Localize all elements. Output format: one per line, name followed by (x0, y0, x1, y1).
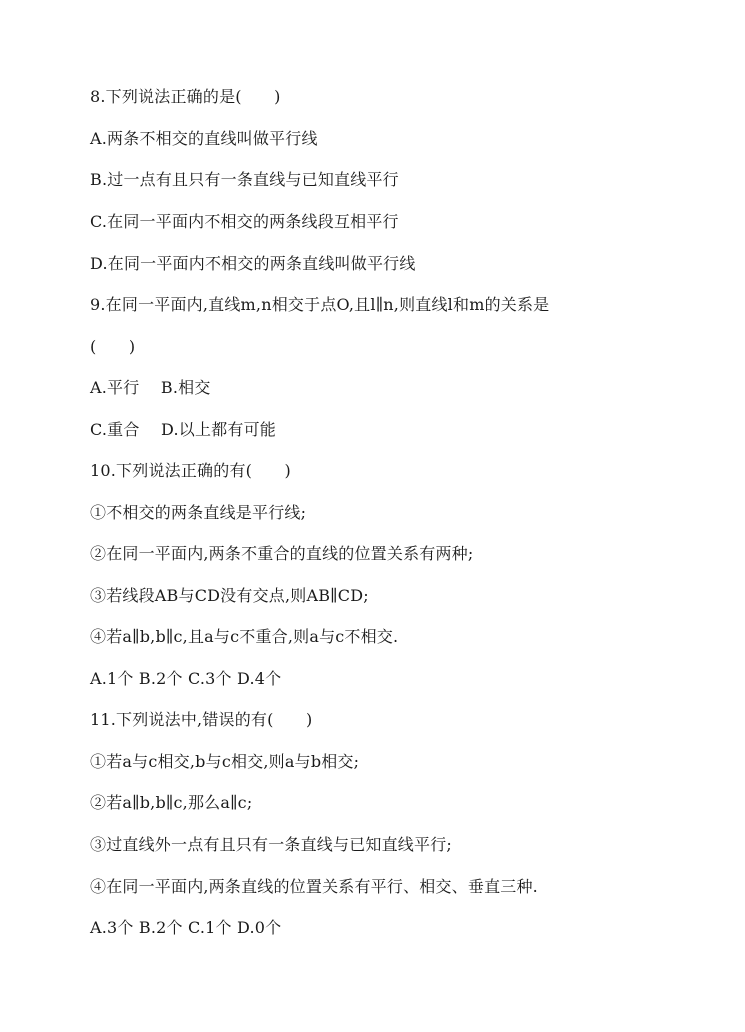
question-11-statement-1: ①若a与c相交,b与c相交,则a与b相交; (90, 752, 360, 771)
question-10-stem: 10.下列说法正确的有( ) (90, 461, 291, 480)
question-9-stem: 9.在同一平面内,直线m,n相交于点O,且l∥n,则直线l和m的关系是 (90, 295, 550, 314)
question-10-options: A.1个 B.2个 C.3个 D.4个 (90, 669, 282, 688)
question-11-statement-2: ②若a∥b,b∥c,那么a∥c; (90, 793, 253, 812)
question-8-option-c: C.在同一平面内不相交的两条线段互相平行 (90, 212, 399, 231)
question-9-options-cd: C.重合 D.以上都有可能 (90, 420, 276, 439)
question-9-blank: ( ) (90, 337, 136, 356)
question-8-option-d: D.在同一平面内不相交的两条直线叫做平行线 (90, 254, 416, 273)
question-10-statement-4: ④若a∥b,b∥c,且a与c不重合,则a与c不相交. (90, 627, 399, 646)
question-10-statement-1: ①不相交的两条直线是平行线; (90, 503, 307, 522)
question-8-option-a: A.两条不相交的直线叫做平行线 (90, 129, 318, 148)
question-11-statement-4: ④在同一平面内,两条直线的位置关系有平行、相交、垂直三种. (90, 877, 538, 896)
question-8-stem: 8.下列说法正确的是( ) (90, 87, 281, 106)
question-8-option-b: B.过一点有且只有一条直线与已知直线平行 (90, 170, 399, 189)
question-10-statement-3: ③若线段AB与CD没有交点,则AB∥CD; (90, 586, 369, 605)
question-10-statement-2: ②在同一平面内,两条不重合的直线的位置关系有两种; (90, 544, 474, 563)
question-11-stem: 11.下列说法中,错误的有( ) (90, 710, 313, 729)
question-9-options-ab: A.平行 B.相交 (90, 378, 211, 397)
question-11-statement-3: ③过直线外一点有且只有一条直线与已知直线平行; (90, 835, 452, 854)
question-11-options: A.3个 B.2个 C.1个 D.0个 (90, 918, 282, 937)
